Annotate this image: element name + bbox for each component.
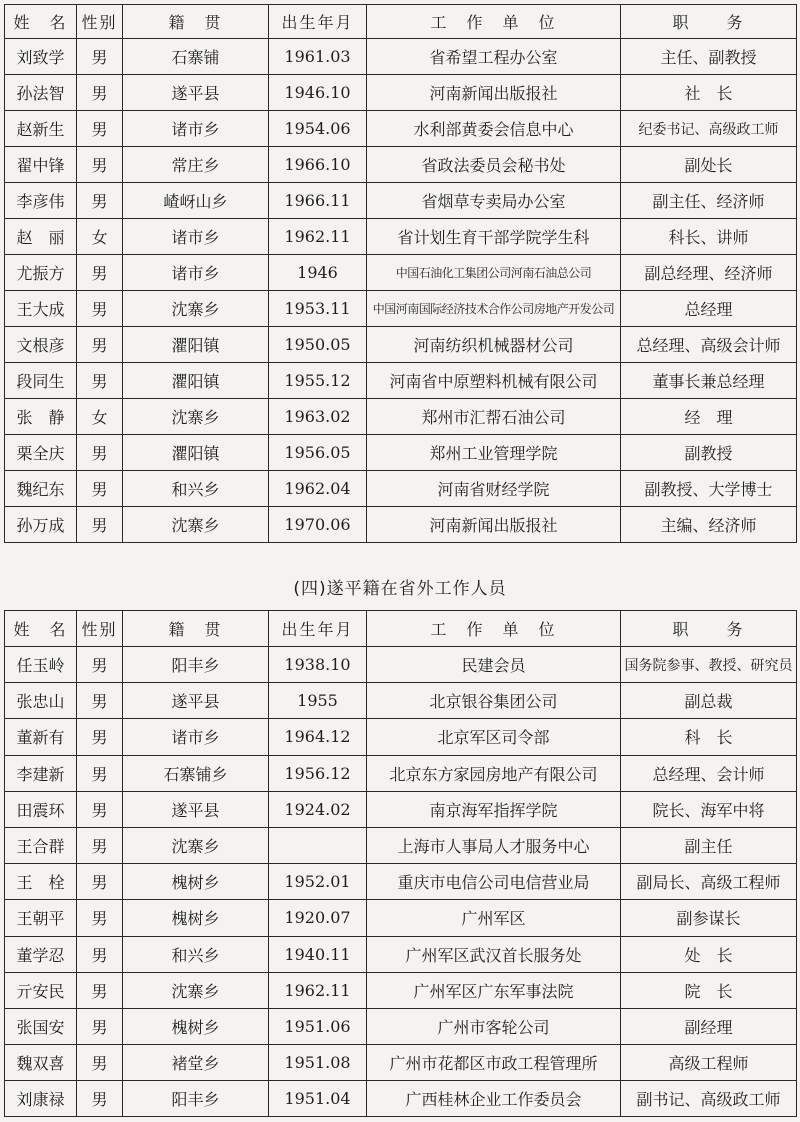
table-row bbox=[5, 1081, 797, 1117]
cell-native-place: 遂平县 bbox=[123, 791, 269, 827]
cell-native-place: 诸市乡 bbox=[123, 111, 269, 147]
cell-native-place: 沈寨乡 bbox=[123, 507, 269, 543]
cell-position: 社 长 bbox=[621, 75, 797, 111]
cell-position: 国务院参事、教授、研究员 bbox=[621, 647, 797, 683]
cell-native-place: 石寨铺乡 bbox=[123, 755, 269, 791]
cell-gender: 男 bbox=[77, 755, 123, 791]
cell-birth-date: 1962.04 bbox=[269, 471, 367, 507]
section-title: (四)遂平籍在省外工作人员 bbox=[293, 579, 507, 599]
cell-name: 刘康禄 bbox=[5, 1081, 77, 1117]
cell-name: 王 栓 bbox=[5, 864, 77, 900]
cell-birth-date: 1962.11 bbox=[269, 972, 367, 1008]
cell-gender: 男 bbox=[77, 255, 123, 291]
table-row bbox=[5, 255, 797, 291]
cell-name: 亓安民 bbox=[5, 972, 77, 1008]
header-gender: 性别 bbox=[77, 5, 123, 39]
cell-position: 董事长兼总经理 bbox=[621, 363, 797, 399]
cell-position: 院长、海军中将 bbox=[621, 791, 797, 827]
cell-name: 魏纪东 bbox=[5, 471, 77, 507]
cell-birth-date: 1953.11 bbox=[269, 291, 367, 327]
cell-native-place: 常庄乡 bbox=[123, 147, 269, 183]
cell-position: 科 长 bbox=[621, 719, 797, 755]
cell-work-unit: 北京银谷集团公司 bbox=[367, 683, 621, 719]
table-row bbox=[5, 111, 797, 147]
cell-native-place: 诸市乡 bbox=[123, 219, 269, 255]
header-position: 职 务 bbox=[621, 611, 797, 647]
header-position: 职 务 bbox=[621, 5, 797, 39]
cell-gender: 男 bbox=[77, 327, 123, 363]
cell-native-place: 槐树乡 bbox=[123, 864, 269, 900]
cell-work-unit: 中国河南国际经济技术合作公司房地产开发公司 bbox=[367, 291, 621, 327]
cell-name: 王朝平 bbox=[5, 900, 77, 936]
cell-birth-date: 1946.10 bbox=[269, 75, 367, 111]
cell-native-place: 石寨铺 bbox=[123, 39, 269, 75]
cell-name: 张国安 bbox=[5, 1008, 77, 1044]
cell-position: 副局长、高级工程师 bbox=[621, 864, 797, 900]
cell-birth-date: 1963.02 bbox=[269, 399, 367, 435]
cell-birth-date: 1966.11 bbox=[269, 183, 367, 219]
cell-gender: 男 bbox=[77, 111, 123, 147]
cell-birth-date: 1950.05 bbox=[269, 327, 367, 363]
cell-birth-date: 1964.12 bbox=[269, 719, 367, 755]
cell-work-unit: 水利部黄委会信息中心 bbox=[367, 111, 621, 147]
cell-gender: 女 bbox=[77, 399, 123, 435]
cell-birth-date: 1955 bbox=[269, 683, 367, 719]
cell-name: 王大成 bbox=[5, 291, 77, 327]
cell-position: 副参谋长 bbox=[621, 900, 797, 936]
table-header-row bbox=[5, 611, 797, 647]
table-body bbox=[5, 39, 797, 543]
header-birth-date: 出生年月 bbox=[269, 611, 367, 647]
table-row bbox=[5, 183, 797, 219]
cell-name: 王合群 bbox=[5, 827, 77, 863]
cell-name: 尤振方 bbox=[5, 255, 77, 291]
cell-native-place: 槐树乡 bbox=[123, 1008, 269, 1044]
cell-work-unit: 河南省财经学院 bbox=[367, 471, 621, 507]
cell-birth-date: 1952.01 bbox=[269, 864, 367, 900]
cell-position: 经 理 bbox=[621, 399, 797, 435]
cell-birth-date: 1951.08 bbox=[269, 1045, 367, 1081]
cell-position: 院 长 bbox=[621, 972, 797, 1008]
cell-native-place: 沈寨乡 bbox=[123, 972, 269, 1008]
cell-gender: 男 bbox=[77, 864, 123, 900]
cell-birth-date: 1940.11 bbox=[269, 936, 367, 972]
cell-name: 董学忍 bbox=[5, 936, 77, 972]
table-row bbox=[5, 327, 797, 363]
cell-birth-date: 1951.06 bbox=[269, 1008, 367, 1044]
cell-gender: 男 bbox=[77, 972, 123, 1008]
table-row bbox=[5, 363, 797, 399]
cell-native-place: 诸市乡 bbox=[123, 255, 269, 291]
table-row bbox=[5, 791, 797, 827]
table-header-row bbox=[5, 5, 797, 39]
cell-birth-date: 1962.11 bbox=[269, 219, 367, 255]
table-body bbox=[5, 647, 797, 1117]
cell-gender: 男 bbox=[77, 435, 123, 471]
cell-work-unit: 省计划生育干部学院学生科 bbox=[367, 219, 621, 255]
cell-name: 张忠山 bbox=[5, 683, 77, 719]
cell-birth-date: 1951.04 bbox=[269, 1081, 367, 1117]
cell-native-place: 阳丰乡 bbox=[123, 1081, 269, 1117]
cell-gender: 男 bbox=[77, 291, 123, 327]
table-row bbox=[5, 827, 797, 863]
personnel-table-outside-province bbox=[4, 610, 797, 1117]
cell-position: 处 长 bbox=[621, 936, 797, 972]
cell-gender: 男 bbox=[77, 183, 123, 219]
cell-native-place: 阳丰乡 bbox=[123, 647, 269, 683]
table-row bbox=[5, 75, 797, 111]
table-row bbox=[5, 900, 797, 936]
cell-gender: 男 bbox=[77, 363, 123, 399]
cell-work-unit: 河南纺织机械器材公司 bbox=[367, 327, 621, 363]
table-row bbox=[5, 936, 797, 972]
cell-gender: 男 bbox=[77, 39, 123, 75]
cell-position: 副经理 bbox=[621, 1008, 797, 1044]
cell-name: 李彦伟 bbox=[5, 183, 77, 219]
cell-work-unit: 上海市人事局人才服务中心 bbox=[367, 827, 621, 863]
cell-name: 段同生 bbox=[5, 363, 77, 399]
cell-name: 赵新生 bbox=[5, 111, 77, 147]
cell-work-unit: 广州军区 bbox=[367, 900, 621, 936]
cell-name: 翟中锋 bbox=[5, 147, 77, 183]
cell-position: 副主任 bbox=[621, 827, 797, 863]
cell-name: 魏双喜 bbox=[5, 1045, 77, 1081]
cell-gender: 男 bbox=[77, 647, 123, 683]
cell-position: 高级工程师 bbox=[621, 1045, 797, 1081]
cell-work-unit: 广州市客轮公司 bbox=[367, 1008, 621, 1044]
table-row bbox=[5, 147, 797, 183]
cell-name: 李建新 bbox=[5, 755, 77, 791]
cell-gender: 男 bbox=[77, 1008, 123, 1044]
cell-position: 副处长 bbox=[621, 147, 797, 183]
cell-position: 总经理 bbox=[621, 291, 797, 327]
cell-work-unit: 北京军区司令部 bbox=[367, 719, 621, 755]
cell-native-place: 和兴乡 bbox=[123, 471, 269, 507]
cell-birth-date bbox=[269, 827, 367, 863]
cell-native-place: 灈阳镇 bbox=[123, 327, 269, 363]
cell-native-place: 遂平县 bbox=[123, 75, 269, 111]
cell-name: 张 静 bbox=[5, 399, 77, 435]
cell-work-unit: 省希望工程办公室 bbox=[367, 39, 621, 75]
header-name: 姓 名 bbox=[5, 611, 77, 647]
header-work-unit: 工 作 单 位 bbox=[367, 5, 621, 39]
cell-gender: 男 bbox=[77, 683, 123, 719]
table-row bbox=[5, 719, 797, 755]
cell-position: 副教授 bbox=[621, 435, 797, 471]
cell-work-unit: 北京东方家园房地产有限公司 bbox=[367, 755, 621, 791]
cell-position: 主任、副教授 bbox=[621, 39, 797, 75]
cell-work-unit: 省烟草专卖局办公室 bbox=[367, 183, 621, 219]
cell-position: 科长、讲师 bbox=[621, 219, 797, 255]
cell-work-unit: 河南新闻出版报社 bbox=[367, 507, 621, 543]
cell-birth-date: 1955.12 bbox=[269, 363, 367, 399]
cell-work-unit: 民建会员 bbox=[367, 647, 621, 683]
cell-native-place: 灈阳镇 bbox=[123, 435, 269, 471]
cell-work-unit: 中国石油化工集团公司河南石油总公司 bbox=[367, 255, 621, 291]
cell-position: 副书记、高级政工师 bbox=[621, 1081, 797, 1117]
cell-gender: 男 bbox=[77, 507, 123, 543]
table-row bbox=[5, 683, 797, 719]
cell-gender: 女 bbox=[77, 219, 123, 255]
cell-name: 赵 丽 bbox=[5, 219, 77, 255]
cell-birth-date: 1938.10 bbox=[269, 647, 367, 683]
cell-name: 任玉岭 bbox=[5, 647, 77, 683]
cell-native-place: 和兴乡 bbox=[123, 936, 269, 972]
cell-gender: 男 bbox=[77, 936, 123, 972]
table-row bbox=[5, 647, 797, 683]
cell-name: 田震环 bbox=[5, 791, 77, 827]
cell-position: 纪委书记、高级政工师 bbox=[621, 111, 797, 147]
cell-work-unit: 广州军区武汉首长服务处 bbox=[367, 936, 621, 972]
cell-work-unit: 南京海军指挥学院 bbox=[367, 791, 621, 827]
cell-birth-date: 1920.07 bbox=[269, 900, 367, 936]
cell-gender: 男 bbox=[77, 719, 123, 755]
header-gender: 性别 bbox=[77, 611, 123, 647]
table-row bbox=[5, 435, 797, 471]
cell-name: 孙法智 bbox=[5, 75, 77, 111]
cell-native-place: 沈寨乡 bbox=[123, 291, 269, 327]
cell-gender: 男 bbox=[77, 75, 123, 111]
table-row bbox=[5, 291, 797, 327]
table-row bbox=[5, 39, 797, 75]
cell-gender: 男 bbox=[77, 791, 123, 827]
cell-work-unit: 重庆市电信公司电信营业局 bbox=[367, 864, 621, 900]
cell-name: 孙万成 bbox=[5, 507, 77, 543]
table-row bbox=[5, 399, 797, 435]
table-row bbox=[5, 471, 797, 507]
cell-work-unit: 河南新闻出版报社 bbox=[367, 75, 621, 111]
cell-work-unit: 广州军区广东军事法院 bbox=[367, 972, 621, 1008]
cell-work-unit: 河南省中原塑料机械有限公司 bbox=[367, 363, 621, 399]
table-row bbox=[5, 219, 797, 255]
cell-native-place: 沈寨乡 bbox=[123, 827, 269, 863]
cell-work-unit: 郑州工业管理学院 bbox=[367, 435, 621, 471]
cell-gender: 男 bbox=[77, 900, 123, 936]
cell-native-place: 褚堂乡 bbox=[123, 1045, 269, 1081]
cell-work-unit: 郑州市汇帮石油公司 bbox=[367, 399, 621, 435]
header-native-place: 籍 贯 bbox=[123, 5, 269, 39]
cell-birth-date: 1954.06 bbox=[269, 111, 367, 147]
header-name: 姓 名 bbox=[5, 5, 77, 39]
cell-birth-date: 1924.02 bbox=[269, 791, 367, 827]
table-row bbox=[5, 755, 797, 791]
cell-gender: 男 bbox=[77, 1045, 123, 1081]
cell-birth-date: 1956.05 bbox=[269, 435, 367, 471]
cell-gender: 男 bbox=[77, 827, 123, 863]
cell-position: 总经理、高级会计师 bbox=[621, 327, 797, 363]
cell-birth-date: 1961.03 bbox=[269, 39, 367, 75]
cell-position: 副总经理、经济师 bbox=[621, 255, 797, 291]
cell-name: 文根彦 bbox=[5, 327, 77, 363]
table-row bbox=[5, 1045, 797, 1081]
cell-position: 主编、经济师 bbox=[621, 507, 797, 543]
table-row bbox=[5, 1008, 797, 1044]
cell-gender: 男 bbox=[77, 147, 123, 183]
cell-work-unit: 省政法委员会秘书处 bbox=[367, 147, 621, 183]
cell-native-place: 嵖岈山乡 bbox=[123, 183, 269, 219]
cell-birth-date: 1966.10 bbox=[269, 147, 367, 183]
cell-name: 董新有 bbox=[5, 719, 77, 755]
table-row bbox=[5, 972, 797, 1008]
table-row bbox=[5, 507, 797, 543]
table-row bbox=[5, 864, 797, 900]
header-native-place: 籍 贯 bbox=[123, 611, 269, 647]
cell-position: 总经理、会计师 bbox=[621, 755, 797, 791]
cell-gender: 男 bbox=[77, 1081, 123, 1117]
cell-birth-date: 1946 bbox=[269, 255, 367, 291]
cell-work-unit: 广西桂林企业工作委员会 bbox=[367, 1081, 621, 1117]
cell-native-place: 沈寨乡 bbox=[123, 399, 269, 435]
cell-name: 刘致学 bbox=[5, 39, 77, 75]
cell-name: 栗全庆 bbox=[5, 435, 77, 471]
cell-gender: 男 bbox=[77, 471, 123, 507]
cell-native-place: 诸市乡 bbox=[123, 719, 269, 755]
cell-position: 副主任、经济师 bbox=[621, 183, 797, 219]
cell-native-place: 槐树乡 bbox=[123, 900, 269, 936]
cell-work-unit: 广州市花都区市政工程管理所 bbox=[367, 1045, 621, 1081]
cell-position: 副教授、大学博士 bbox=[621, 471, 797, 507]
cell-birth-date: 1956.12 bbox=[269, 755, 367, 791]
cell-native-place: 遂平县 bbox=[123, 683, 269, 719]
cell-birth-date: 1970.06 bbox=[269, 507, 367, 543]
personnel-table-province bbox=[4, 4, 797, 543]
header-birth-date: 出生年月 bbox=[269, 5, 367, 39]
header-work-unit: 工 作 单 位 bbox=[367, 611, 621, 647]
cell-native-place: 灈阳镇 bbox=[123, 363, 269, 399]
cell-position: 副总裁 bbox=[621, 683, 797, 719]
